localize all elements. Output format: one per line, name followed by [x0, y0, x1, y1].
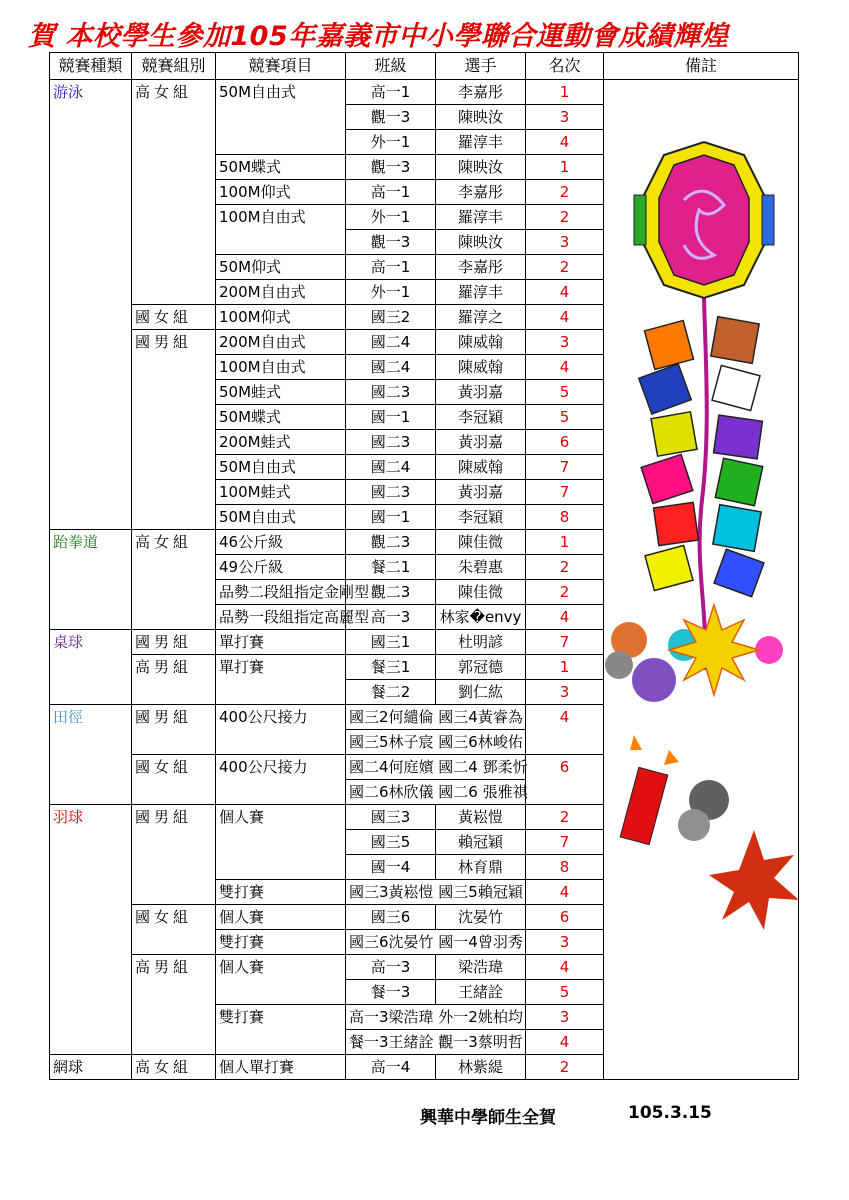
class-cell: 餐二2 [346, 680, 436, 705]
class-cell: 國二4 [346, 330, 436, 355]
event-cell: 46公斤級 [216, 530, 346, 555]
class-cell: 高一1 [346, 180, 436, 205]
event-cell: 100M自由式 [216, 355, 346, 380]
lantern-icon [634, 142, 774, 298]
class-cell: 觀一3 [346, 155, 436, 180]
rank-cell: 4 [526, 705, 604, 755]
rank-cell: 5 [526, 405, 604, 430]
event-cell: 200M自由式 [216, 330, 346, 355]
player-cell: 羅淳丰 [436, 280, 526, 305]
team-cell: 國三5林子宸 國三6林峻佑 [346, 730, 526, 755]
footer-date: 105.3.15 [628, 1103, 712, 1123]
class-cell: 外一1 [346, 280, 436, 305]
class-cell: 國三2 [346, 305, 436, 330]
player-cell: 林紫緹 [436, 1055, 526, 1080]
sport-cell: 羽球 [50, 805, 132, 1055]
sport-cell: 網球 [50, 1055, 132, 1080]
rank-cell: 5 [526, 380, 604, 405]
class-cell: 高一1 [346, 255, 436, 280]
sport-cell: 田徑 [50, 705, 132, 805]
page-title: 賀 本校學生參加105年嘉義市中小學聯合運動會成績輝煌 [28, 21, 729, 52]
team-cell: 國二4何庭嬪 國二4 鄧柔忻 [346, 755, 526, 780]
event-cell: 50M蝶式 [216, 155, 346, 180]
player-cell: 朱碧惠 [436, 555, 526, 580]
event-cell: 50M仰式 [216, 255, 346, 280]
player-cell: 陳映汝 [436, 105, 526, 130]
group-cell: 高女組 [132, 530, 216, 630]
event-cell: 50M蛙式 [216, 380, 346, 405]
class-cell: 高一3 [346, 955, 436, 980]
group-cell: 國女組 [132, 755, 216, 805]
player-cell: 陳佳微 [436, 530, 526, 555]
group-cell: 高男組 [132, 655, 216, 705]
header-remark: 備註 [604, 53, 799, 80]
event-cell: 個人賽 [216, 805, 346, 880]
player-cell: 羅淳丰 [436, 130, 526, 155]
team-cell: 高一3梁浩瑋 外一2姚柏均 [346, 1005, 526, 1030]
rank-cell: 1 [526, 155, 604, 180]
event-cell: 品勢一段組指定高麗型 [216, 605, 346, 630]
player-cell: 陳威翰 [436, 355, 526, 380]
rank-cell: 3 [526, 330, 604, 355]
sport-cell: 跆拳道 [50, 530, 132, 630]
event-cell: 個人賽 [216, 905, 346, 930]
player-cell: 李嘉彤 [436, 180, 526, 205]
class-cell: 國三5 [346, 830, 436, 855]
rank-cell: 6 [526, 430, 604, 455]
rank-cell: 3 [526, 930, 604, 955]
rank-cell: 1 [526, 80, 604, 105]
player-cell: 羅淳丰 [436, 205, 526, 230]
group-cell: 高女組 [132, 80, 216, 305]
rank-cell: 7 [526, 480, 604, 505]
event-cell: 品勢二段組指定金剛型 [216, 580, 346, 605]
player-cell: 陳威翰 [436, 330, 526, 355]
event-cell: 400公尺接力 [216, 705, 346, 755]
class-cell: 國三3 [346, 805, 436, 830]
event-cell: 個人賽 [216, 955, 346, 1005]
player-cell: 梁浩瑋 [436, 955, 526, 980]
footer-signature: 興華中學師生全賀 [420, 1108, 556, 1128]
event-cell: 雙打賽 [216, 1005, 346, 1055]
player-cell: 王緒詮 [436, 980, 526, 1005]
rank-cell: 1 [526, 655, 604, 680]
event-cell: 個人單打賽 [216, 1055, 346, 1080]
sport-cell: 游泳 [50, 80, 132, 530]
group-cell: 國男組 [132, 805, 216, 905]
group-cell: 國女組 [132, 905, 216, 955]
player-cell: 沈晏竹 [436, 905, 526, 930]
rank-cell: 2 [526, 580, 604, 605]
team-cell: 國二6林欣儀 國二6 張雅祺 [346, 780, 526, 805]
event-cell: 單打賽 [216, 655, 346, 705]
player-cell: 陳威翰 [436, 455, 526, 480]
class-cell: 國二3 [346, 380, 436, 405]
class-cell: 高一4 [346, 1055, 436, 1080]
player-cell: 郭冠德 [436, 655, 526, 680]
player-cell: 李嘉彤 [436, 255, 526, 280]
header-rank: 名次 [526, 53, 604, 80]
header-group: 競賽組別 [132, 53, 216, 80]
group-cell: 國男組 [132, 630, 216, 655]
event-cell: 單打賽 [216, 630, 346, 655]
rank-cell: 4 [526, 280, 604, 305]
event-cell: 100M自由式 [216, 205, 346, 255]
header-class: 班級 [346, 53, 436, 80]
header-row [50, 53, 799, 80]
class-cell: 國一1 [346, 505, 436, 530]
rank-cell: 2 [526, 180, 604, 205]
rank-cell: 2 [526, 255, 604, 280]
player-cell: 黃羽嘉 [436, 430, 526, 455]
firecracker-illustration [604, 150, 804, 1000]
sport-cell: 桌球 [50, 630, 132, 705]
class-cell: 國二4 [346, 455, 436, 480]
class-cell: 外一1 [346, 205, 436, 230]
team-cell: 國三6沈晏竹 國一4曾羽秀 [346, 930, 526, 955]
class-cell: 國二4 [346, 355, 436, 380]
rank-cell: 2 [526, 805, 604, 830]
rank-cell: 3 [526, 105, 604, 130]
player-cell: 陳映汝 [436, 155, 526, 180]
rank-cell: 3 [526, 1005, 604, 1030]
event-cell: 100M仰式 [216, 305, 346, 330]
class-cell: 國二3 [346, 430, 436, 455]
header-player: 選手 [436, 53, 526, 80]
class-cell: 觀二3 [346, 580, 436, 605]
event-cell: 50M自由式 [216, 505, 346, 530]
class-cell: 國二3 [346, 480, 436, 505]
class-cell: 國一4 [346, 855, 436, 880]
player-cell: 林家�envy [436, 605, 526, 630]
team-cell: 國三2何繾倫 國三4黃睿為 [346, 705, 526, 730]
event-cell: 200M蛙式 [216, 430, 346, 455]
rank-cell: 5 [526, 980, 604, 1005]
rank-cell: 4 [526, 130, 604, 155]
team-cell: 國三3黃崧愷 國三5賴冠穎 [346, 880, 526, 905]
rank-cell: 4 [526, 355, 604, 380]
class-cell: 國三1 [346, 630, 436, 655]
event-cell: 100M仰式 [216, 180, 346, 205]
player-cell: 陳佳微 [436, 580, 526, 605]
rank-cell: 3 [526, 680, 604, 705]
class-cell: 外一1 [346, 130, 436, 155]
event-cell: 雙打賽 [216, 930, 346, 955]
event-cell: 200M自由式 [216, 280, 346, 305]
player-cell: 黃羽嘉 [436, 380, 526, 405]
rank-cell: 4 [526, 1030, 604, 1055]
team-cell: 餐一3王緒詮 觀一3蔡明哲 [346, 1030, 526, 1055]
rank-cell: 4 [526, 955, 604, 980]
class-cell: 餐二1 [346, 555, 436, 580]
class-cell: 觀一3 [346, 105, 436, 130]
player-cell: 黃崧愷 [436, 805, 526, 830]
group-cell: 高男組 [132, 955, 216, 1055]
event-cell: 50M自由式 [216, 80, 346, 155]
player-cell: 李嘉彤 [436, 80, 526, 105]
player-cell: 賴冠穎 [436, 830, 526, 855]
class-cell: 餐三1 [346, 655, 436, 680]
player-cell: 羅淳之 [436, 305, 526, 330]
class-cell: 高一1 [346, 80, 436, 105]
rank-cell: 2 [526, 205, 604, 230]
rank-cell: 1 [526, 530, 604, 555]
rank-cell: 4 [526, 880, 604, 905]
group-cell: 高女組 [132, 1055, 216, 1080]
player-cell: 陳映汝 [436, 230, 526, 255]
class-cell: 餐一3 [346, 980, 436, 1005]
group-cell: 國女組 [132, 305, 216, 330]
header-sport: 競賽種類 [50, 53, 132, 80]
player-cell: 黃羽嘉 [436, 480, 526, 505]
rank-cell: 8 [526, 855, 604, 880]
class-cell: 觀二3 [346, 530, 436, 555]
event-cell: 50M自由式 [216, 455, 346, 480]
event-cell: 50M蝶式 [216, 405, 346, 430]
rank-cell: 4 [526, 305, 604, 330]
table-row [50, 80, 799, 105]
header-event: 競賽項目 [216, 53, 346, 80]
rank-cell: 4 [526, 605, 604, 630]
class-cell: 觀一3 [346, 230, 436, 255]
rank-cell: 6 [526, 905, 604, 930]
group-cell: 國男組 [132, 330, 216, 530]
player-cell: 李冠穎 [436, 405, 526, 430]
rank-cell: 6 [526, 755, 604, 805]
player-cell: 劉仁紘 [436, 680, 526, 705]
class-cell: 國三6 [346, 905, 436, 930]
player-cell: 李冠穎 [436, 505, 526, 530]
class-cell: 國一1 [346, 405, 436, 430]
event-cell: 雙打賽 [216, 880, 346, 905]
rank-cell: 8 [526, 505, 604, 530]
player-cell: 杜明諺 [436, 630, 526, 655]
rank-cell: 3 [526, 230, 604, 255]
rank-cell: 7 [526, 455, 604, 480]
rank-cell: 2 [526, 1055, 604, 1080]
group-cell: 國男組 [132, 705, 216, 755]
player-cell: 林育鼎 [436, 855, 526, 880]
rank-cell: 2 [526, 555, 604, 580]
rank-cell: 7 [526, 630, 604, 655]
event-cell: 400公尺接力 [216, 755, 346, 805]
event-cell: 100M蛙式 [216, 480, 346, 505]
explosion-icon [605, 605, 799, 930]
class-cell: 高一3 [346, 605, 436, 630]
event-cell: 49公斤級 [216, 555, 346, 580]
rank-cell: 7 [526, 830, 604, 855]
